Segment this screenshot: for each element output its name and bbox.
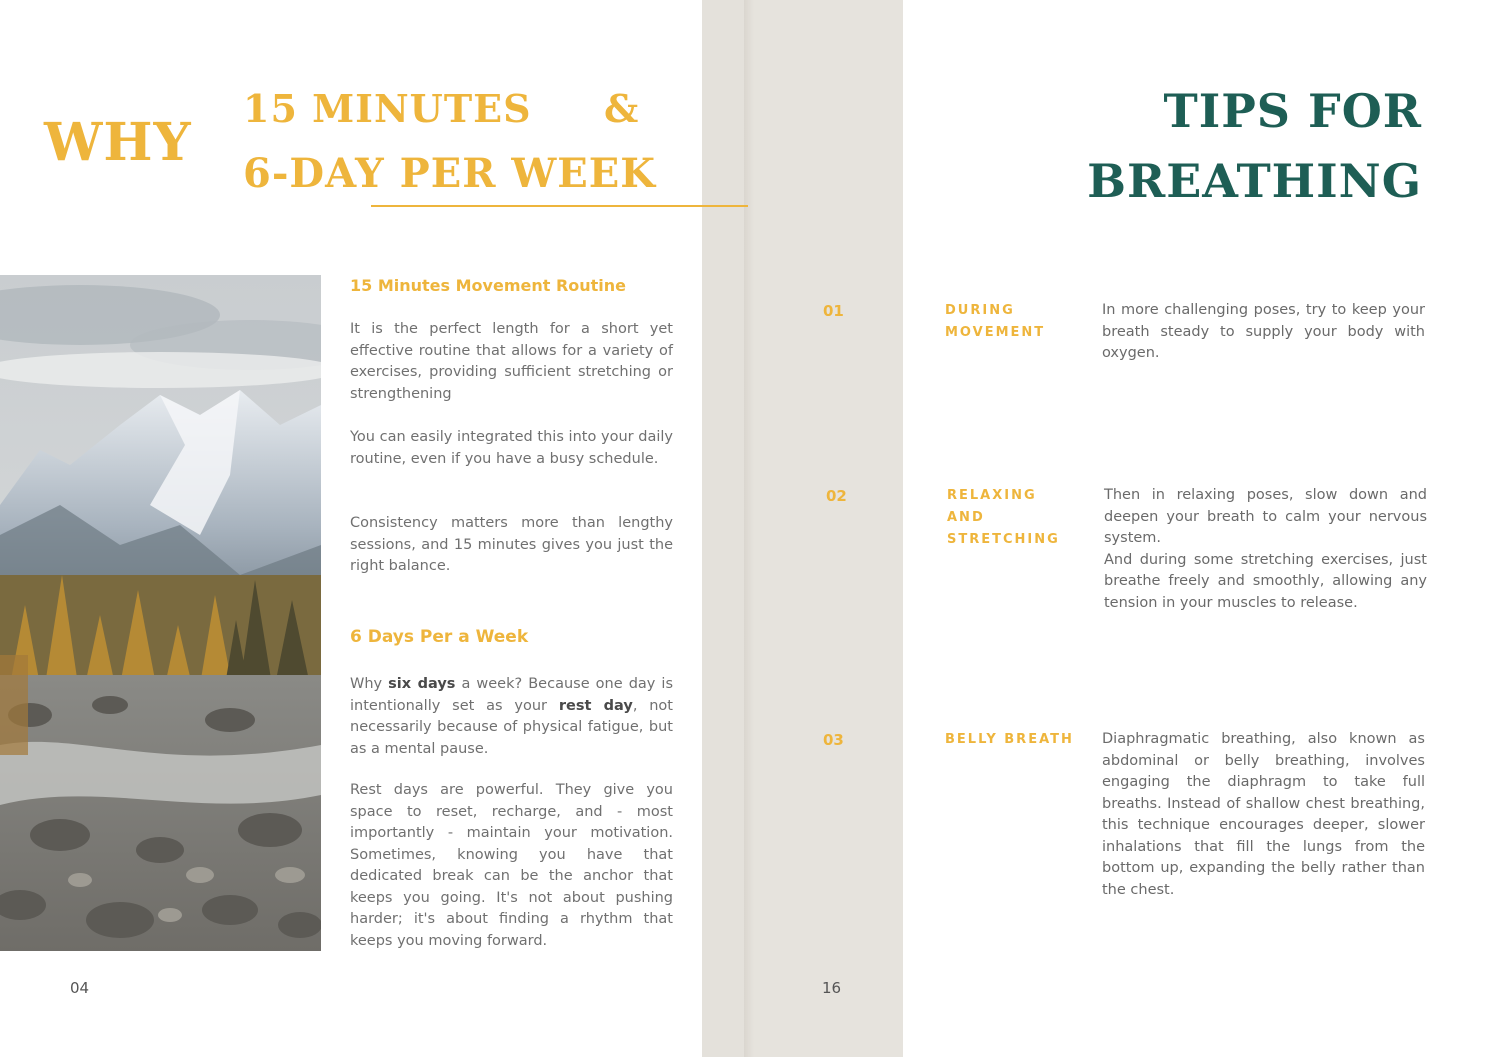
routine-paragraph-2: You can easily integrated this into your daily routine, even if you have a busy schedule. — [350, 429, 673, 467]
days-text-d: , not necessarily because of physical fatigue, but as a mental pause. — [350, 697, 673, 757]
tip-number-03: 03 — [823, 731, 844, 749]
days-bold-rest-day: rest day — [558, 697, 633, 714]
routine-paragraph-3: Consistency matters more than lengthy sessions, and 15 minutes gives you just the right balance. — [350, 515, 673, 574]
title-15-minutes: 15 MINUTES — [243, 86, 532, 131]
title-underline — [371, 205, 748, 207]
mountain-river-photo — [0, 275, 321, 951]
days-bold-six-days: six days — [388, 676, 456, 692]
days-text-c: a week? Because one day is intentionally set as your — [350, 676, 673, 714]
book-spine-left — [702, 0, 748, 1057]
spine-shadow — [744, 0, 754, 1057]
tip-number-02: 02 — [826, 487, 847, 505]
routine-paragraph-1: It is the perfect length for a short yet effective routine that allows for a variety of exercises, providing sufficient stretching or strengthening — [350, 321, 673, 402]
title-why: WHY — [44, 112, 192, 173]
tip-label-relaxing-stretching: RELAXING AND STRETCHING — [947, 488, 1060, 547]
title-breathing: BREATHING — [1087, 154, 1422, 208]
days-text-a: Why — [350, 676, 389, 692]
tip2-text-part2: And during some stretching exercises, just breathe freely and smoothly, allowing any tension in your muscles to release. — [1104, 551, 1427, 611]
tip-text-during-movement: In more challenging poses, try to keep your breath steady to supply your body with oxygen. — [1102, 302, 1425, 361]
tip-label-belly-breath: BELLY BREATH — [945, 732, 1074, 747]
tip-label-during-movement: DURING MOVEMENT — [945, 303, 1046, 340]
section-heading-routine: 15 Minutes Movement Routine — [350, 276, 627, 295]
page-number-right: 16 — [822, 979, 842, 997]
days-paragraph-1 — [350, 674, 673, 760]
title-6-day-per-week: 6-DAY PER WEEK — [243, 150, 657, 197]
title-ampersand: & — [604, 86, 640, 131]
days-paragraph-2: Rest days are powerful. They give you space to reset, recharge, and - most importantly - maintain your motivation. Sometimes, knowing you have that dedicated break can be the anchor that keeps you going. It's not about pushing harder; it's about finding a rhythm that keeps you moving forward. — [350, 782, 673, 949]
tip2-text-part1: Then in relaxing poses, slow down and deepen your breath to calm your nervous system. — [1104, 487, 1427, 546]
tip-text-belly-breath: Diaphragmatic breathing, also known as abdominal or belly breathing, involves engaging the diaphragm to take full breaths. Instead of shallow chest breathing, this technique encourages deeper, slower inhalations that fill the lungs from the bottom up, expanding the belly rather than the chest. — [1102, 731, 1425, 898]
title-tips-for: TIPS FOR — [1163, 84, 1422, 138]
tip-number-01: 01 — [823, 302, 844, 320]
section-heading-days: 6 Days Per a Week — [350, 627, 529, 647]
page-number-left: 04 — [70, 979, 90, 997]
book-spine-right — [748, 0, 903, 1057]
tip-text-relaxing-stretching — [1104, 485, 1427, 614]
